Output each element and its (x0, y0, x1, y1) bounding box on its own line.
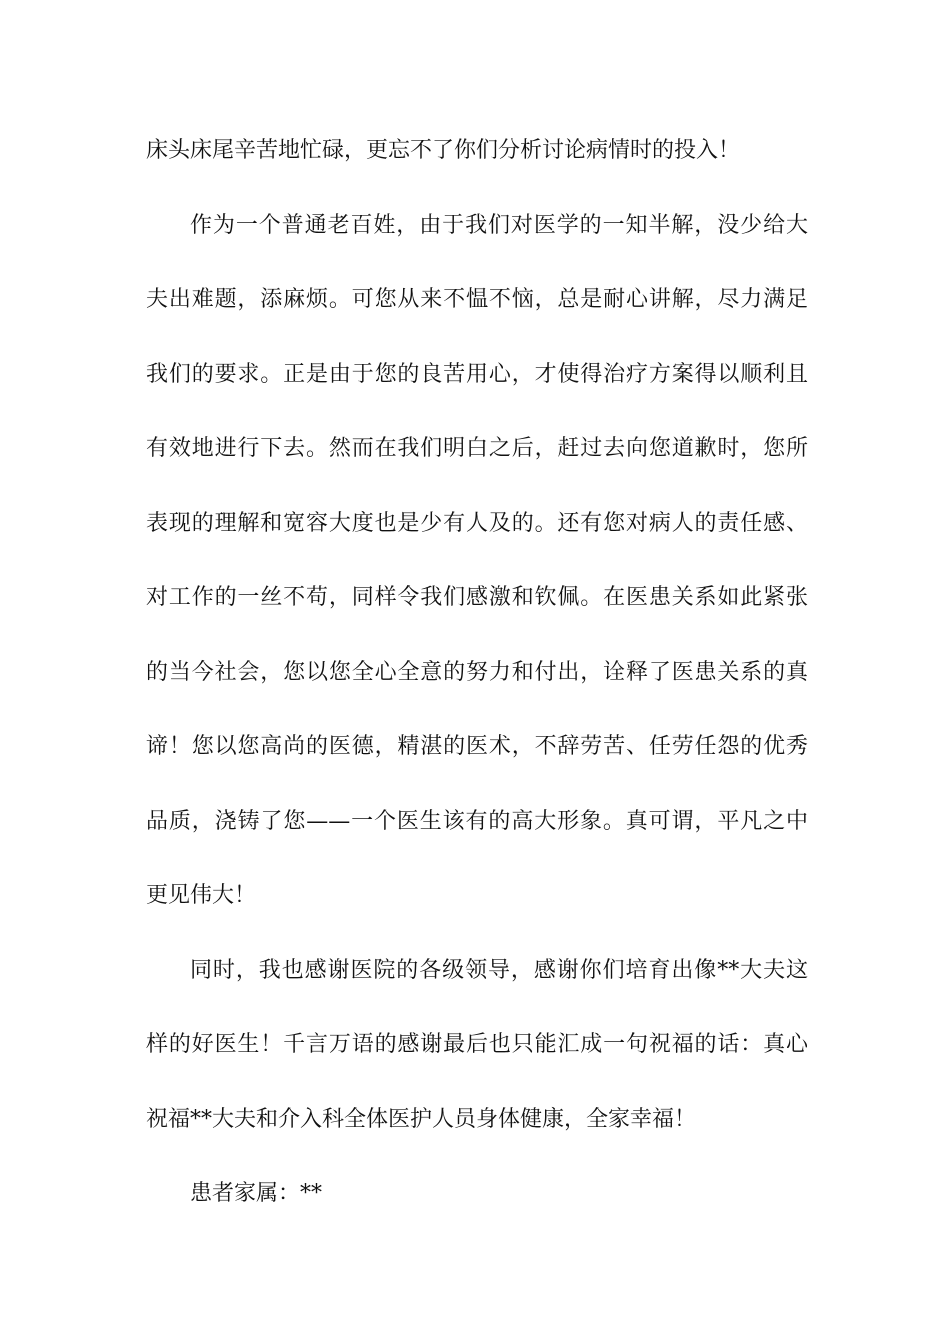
text-line-6: 表现的理解和宽容大度也是少有人及的。还有您对病人的责任感、 (146, 510, 808, 536)
letter-body (146, 131, 808, 1249)
text-line-12: 同时，我也感谢医院的各级领导，感谢你们培育出像**大夫这 (190, 957, 808, 983)
text-line-7: 对工作的一丝不苟，同样令我们感激和钦佩。在医患关系如此紧张 (146, 585, 808, 610)
text-line-8: 的当今社会，您以您全心全意的努力和付出，诠释了医患关系的真 (146, 659, 808, 685)
signature-line: 患者家属：** (190, 1181, 323, 1206)
text-line-2: 作为一个普通老百姓，由于我们对医学的一知半解，没少给大 (190, 212, 808, 238)
text-line-5: 有效地进行下去。然而在我们明白之后，赶过去向您道歉时，您所 (146, 436, 808, 461)
text-line-1: 床头床尾辛苦地忙碌，更忘不了你们分析讨论病情时的投入！ (146, 138, 741, 163)
text-line-9: 谛！您以您高尚的医德，精湛的医术，不辞劳苦、任劳任怨的优秀 (146, 734, 808, 759)
text-line-13: 样的好医生！千言万语的感谢最后也只能汇成一句祝福的话：真心 (146, 1032, 808, 1057)
text-line-11: 更见伟大！ (146, 883, 257, 908)
text-line-14: 祝福**大夫和介入科全体医护人员身体健康，全家幸福！ (146, 1106, 697, 1132)
text-line-4: 我们的要求。正是由于您的良苦用心，才使得治疗方案得以顺利且 (146, 361, 808, 387)
text-line-3: 夫出难题，添麻烦。可您从来不愠不恼，总是耐心讲解，尽力满足 (146, 287, 808, 312)
text-line-10: 品质，浇铸了您——一个医生该有的高大形象。真可谓，平凡之中 (146, 808, 808, 834)
